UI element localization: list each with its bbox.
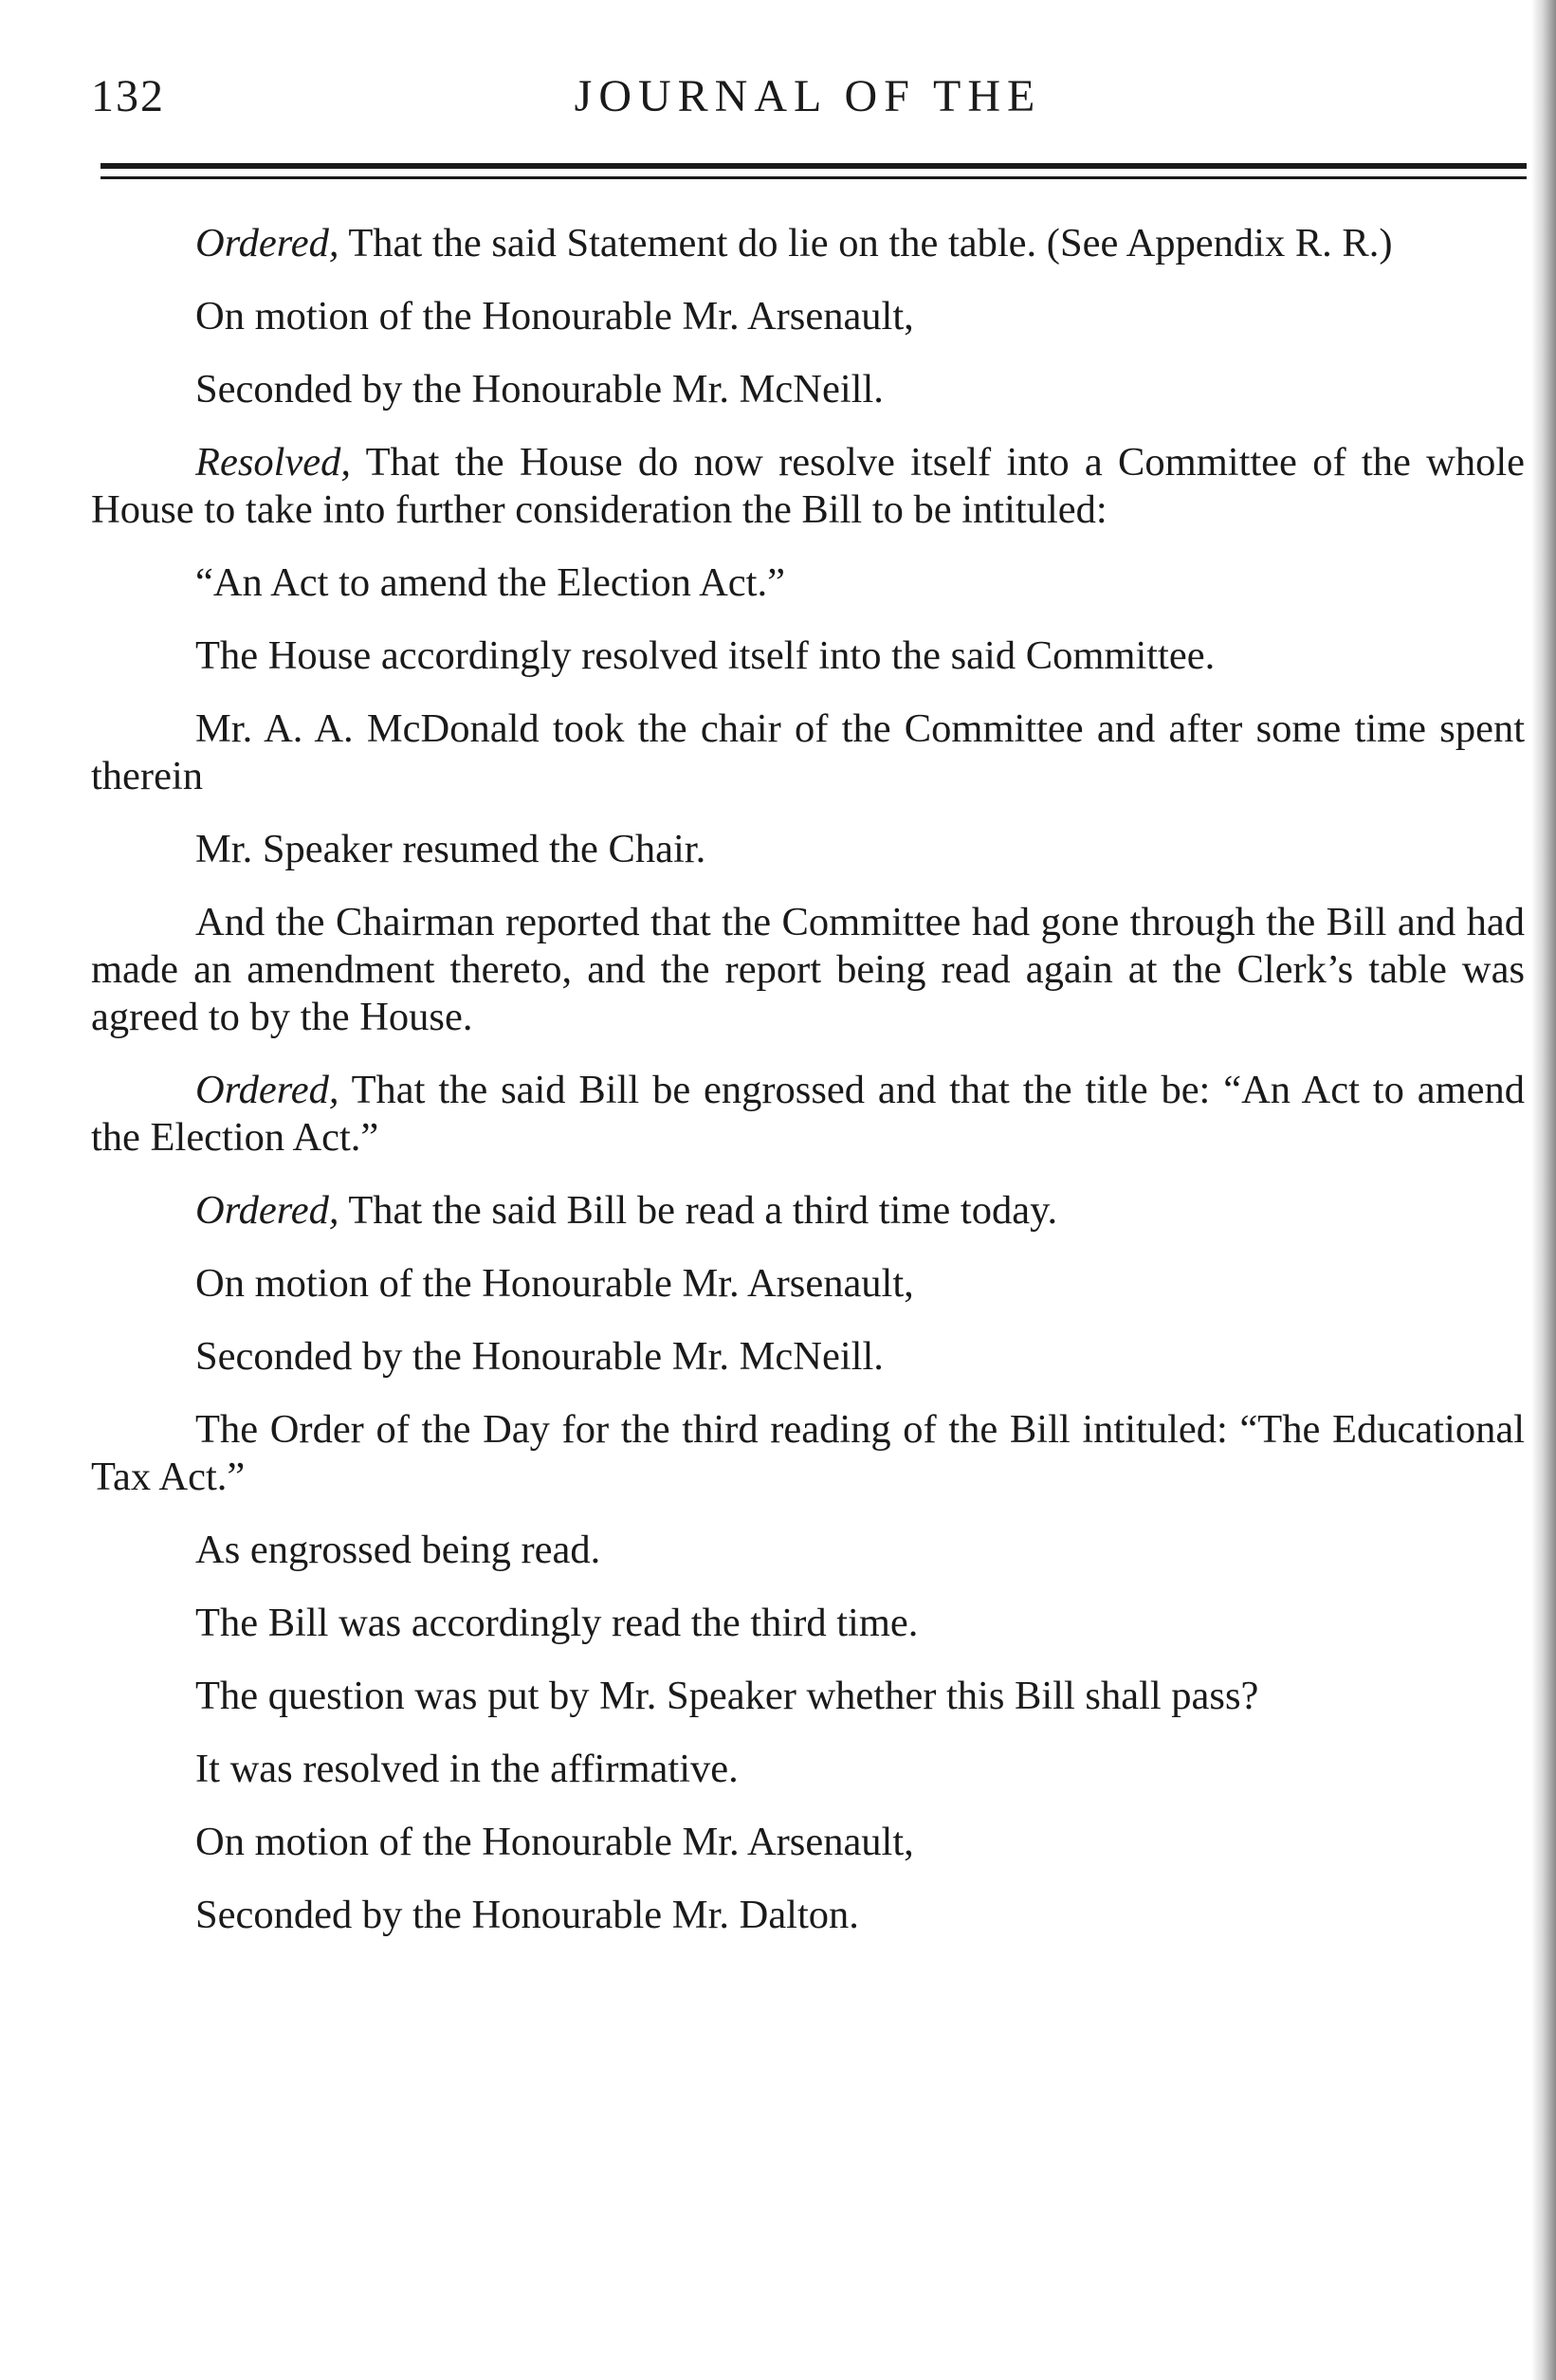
paragraph-text: It was resolved in the affirmative. xyxy=(195,1747,739,1791)
paragraph-text: The Order of the Day for the third reading of the Bill intituled: “The Educational Tax Act.” xyxy=(91,1407,1525,1499)
paragraph xyxy=(91,632,1525,680)
header-rule-thin xyxy=(101,176,1527,179)
paragraph-text: Mr. A. A. McDonald took the chair of the Committee and after some time spent therein xyxy=(91,706,1525,798)
page-header xyxy=(91,70,1525,137)
paragraph xyxy=(91,1746,1525,1793)
paragraph xyxy=(91,826,1525,873)
paragraph-text: Seconded by the Honourable Mr. McNeill. xyxy=(195,1334,884,1379)
paragraph-lead: Ordered, xyxy=(195,221,339,265)
journal-body xyxy=(91,220,1525,1965)
paragraph-text: On motion of the Honourable Mr. Arsenault, xyxy=(195,294,914,339)
running-head: JOURNAL OF THE xyxy=(574,71,1042,121)
paragraph-text: “An Act to amend the Election Act.” xyxy=(195,560,785,605)
paragraph xyxy=(91,1527,1525,1574)
paragraph xyxy=(91,1260,1525,1308)
paragraph-text: That the said Bill be engrossed and that the title be: “An Act to amend the Election Act.” xyxy=(91,1068,1525,1160)
paragraph-text: On motion of the Honourable Mr. Arsenault, xyxy=(195,1261,914,1306)
paragraph-text: And the Chairman reported that the Committee had gone through the Bill and had made an amendment thereto, and the report being read again at the Clerk’s table was agreed to by the House. xyxy=(91,900,1525,1039)
page-number: 132 xyxy=(91,71,165,121)
paragraph-lead: Resolved, xyxy=(195,440,352,485)
paragraph xyxy=(91,1067,1525,1162)
paragraph xyxy=(91,705,1525,800)
paragraph xyxy=(91,220,1525,267)
paragraph xyxy=(91,1673,1525,1720)
page-edge-shadow xyxy=(1531,0,1556,2380)
paragraph-lead: Ordered, xyxy=(195,1188,339,1233)
paragraph xyxy=(91,1819,1525,1866)
paragraph xyxy=(91,559,1525,607)
paragraph xyxy=(91,1187,1525,1235)
paragraph xyxy=(91,1600,1525,1647)
paragraph xyxy=(91,1333,1525,1381)
paragraph xyxy=(91,366,1525,413)
paragraph-text: The House accordingly resolved itself into the said Committee. xyxy=(195,633,1216,678)
paragraph-text: That the House do now resolve itself into a Committee of the whole House to take into further consideration the Bill to be intituled: xyxy=(91,440,1525,532)
paragraph xyxy=(91,439,1525,534)
paragraph-text: The Bill was accordingly read the third time. xyxy=(195,1601,919,1645)
paragraph xyxy=(91,1892,1525,1939)
paragraph xyxy=(91,1406,1525,1501)
paragraph-text: The question was put by Mr. Speaker whether this Bill shall pass? xyxy=(195,1674,1259,1718)
paragraph-text: As engrossed being read. xyxy=(195,1528,601,1572)
paragraph-text: On motion of the Honourable Mr. Arsenault, xyxy=(195,1820,914,1864)
paragraph-text: Seconded by the Honourable Mr. McNeill. xyxy=(195,367,884,412)
paragraph-text: Mr. Speaker resumed the Chair. xyxy=(195,827,706,871)
paragraph-lead: Ordered, xyxy=(195,1068,339,1112)
paragraph-text: That the said Bill be read a third time today. xyxy=(339,1188,1058,1233)
header-rule-thick xyxy=(101,163,1527,169)
paragraph-text: Seconded by the Honourable Mr. Dalton. xyxy=(195,1893,859,1937)
paragraph xyxy=(91,293,1525,340)
paragraph-text: That the said Statement do lie on the table. (See Appendix R. R.) xyxy=(339,221,1393,265)
paragraph xyxy=(91,899,1525,1041)
